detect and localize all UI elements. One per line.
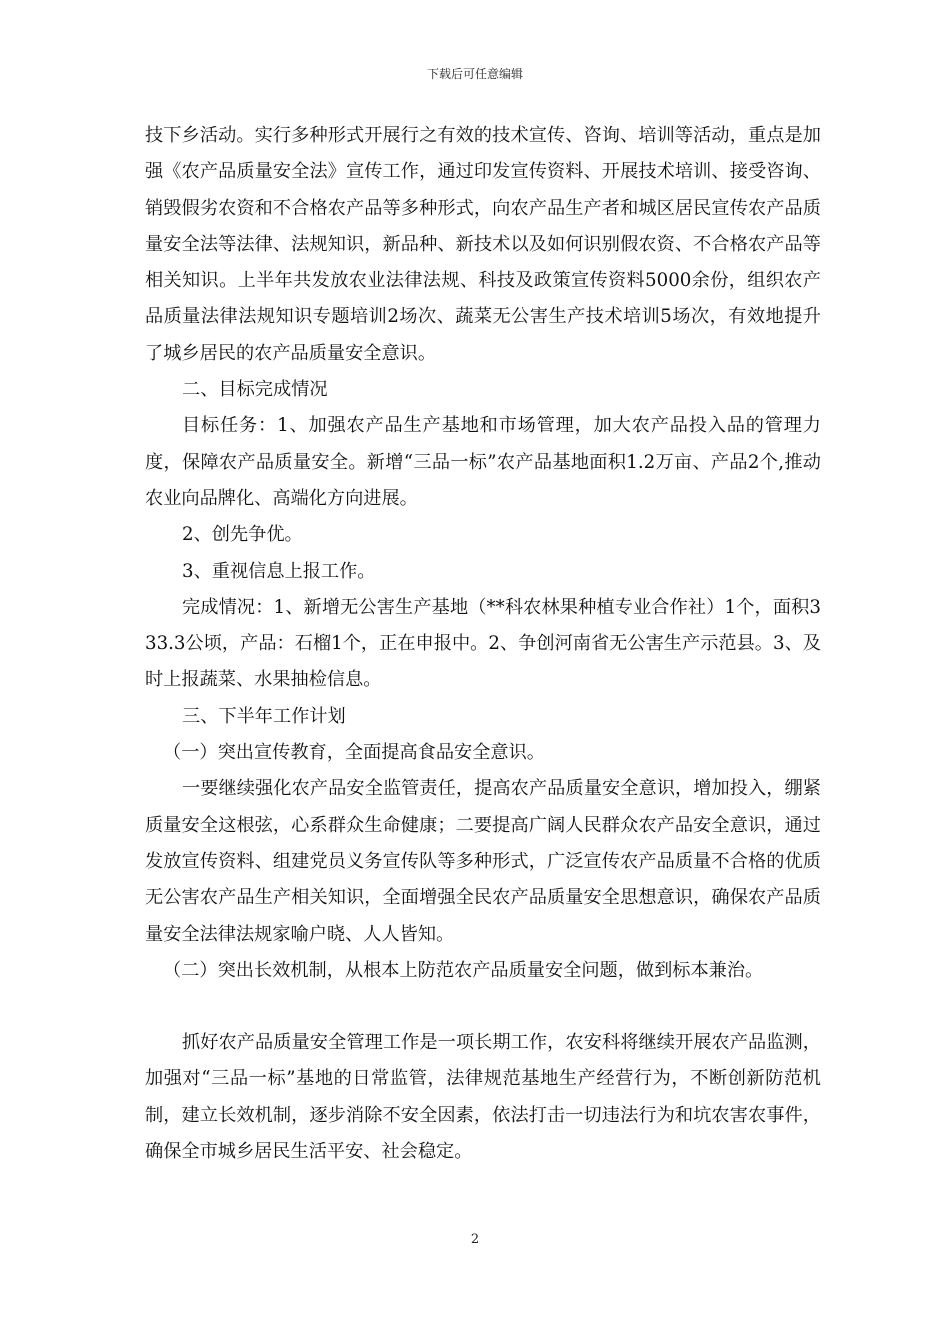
paragraph-publicity-details: 一要继续强化农产品安全监管责任，提高农产品质量安全意识，增加投入，绷紧质量安全这根弦，心系群众生命健康；二要提高广阔人民群众农产品安全意识，通过发放宣传资料、组建党员义务宣传队等多种形式，广泛宣传农产品质量不合格的优质无公害农产品生产相关知识，全面增强全民农产品质量安全思想意识，确保农产品质量安全法律法规家喻户晓、人人皆知。 xyxy=(145,778,821,945)
list-item-info-reporting: 3、重视信息上报工作。 xyxy=(182,560,376,582)
page-header: 下载后可任意编辑 xyxy=(426,67,523,81)
page-number: 2 xyxy=(470,1232,480,1247)
list-item-excellence: 2、创先争优。 xyxy=(182,524,303,546)
paragraph-spacer xyxy=(145,989,821,1025)
subheading-long-term-mechanism: （二）突出长效机制，从根本上防范农产品质量安全问题，做到标本兼治。 xyxy=(163,959,764,981)
section-heading-second-half-plan: 三、下半年工作计划 xyxy=(182,705,346,727)
subheading-publicity-education: （一）突出宣传教育，全面提高食品安全意识。 xyxy=(163,742,545,764)
section-heading-goal-completion: 二、目标完成情况 xyxy=(182,379,328,401)
paragraph-completion-status: 完成情况：1、新增无公害生产基地（**科农林果种植专业合作社）1个，面积333.3公顷，产品：石榴1个，正在申报中。2、争创河南省无公害生产示范县。3、及时上报蔬菜、水果抽检信息。 xyxy=(145,596,821,691)
paragraph-goal-tasks: 目标任务：1、加强农产品生产基地和市场管理，加大农产品投入品的管理力度，保障农产品质量安全。新增“三品一标”农产品基地面积1.2万亩、产品2个,推动农业向品牌化、高端化方向进展。 xyxy=(145,415,821,509)
paragraph-promotion-activities: 技下乡活动。实行多种形式开展行之有效的技术宣传、咨询、培训等活动，重点是加强《农产品质量安全法》宣传工作，通过印发宣传资料、开展技术培训、接受咨询、销毁假劣农资和不合格农产品等多种形式，向农产品生产者和城区居民宣传农产品质量安全法等法律、法规知识，新品种、新技术以及如何识别假农资、不合格农产品等相关知识。上半年共发放农业法律法规、科技及政策宣传资料5000余份，组织农产品质量法律法规知识专题培训2场次、蔬菜无公害生产技术培训5场次，有效地提升了城乡居民的农产品质量安全意识。 xyxy=(145,125,821,364)
paragraph-conclusion: 抓好农产品质量安全管理工作是一项长期工作，农安科将继续开展农产品监测，加强对“三品一标”基地的日常监管，法律规范基地生产经营行为，不断创新防范机制，建立长效机制，逐步消除不安全因素，依法打击一切违法行为和坑农害农事件，确保全市城乡居民生活平安、社会稳定。 xyxy=(145,1032,821,1163)
document-body xyxy=(145,118,821,1170)
